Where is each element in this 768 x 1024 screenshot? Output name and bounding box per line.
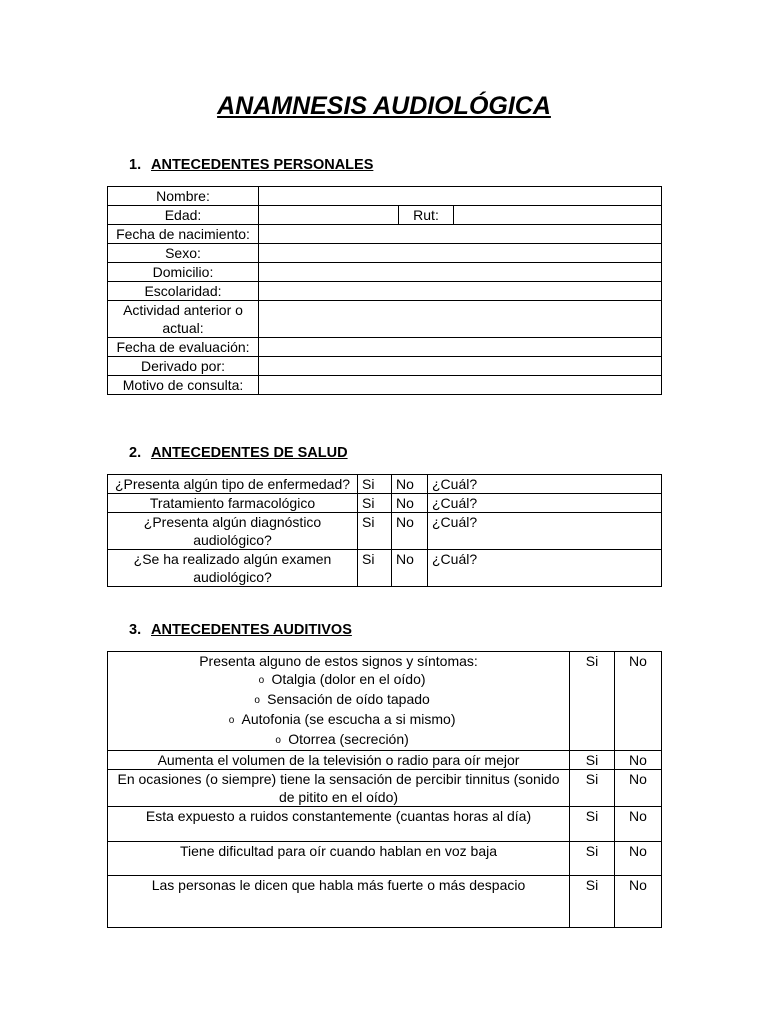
no-option[interactable]: No <box>392 550 428 587</box>
si-option[interactable]: Si <box>358 475 392 494</box>
personal-data-table <box>107 186 662 395</box>
input-derivado[interactable] <box>259 357 662 376</box>
hearing-history-table <box>107 651 662 928</box>
si-option[interactable]: Si <box>570 652 615 751</box>
health-question: ¿Presenta algún tipo de enfermedad? <box>108 475 358 494</box>
bullet-icon: o <box>228 715 235 726</box>
hearing-row <box>108 807 662 842</box>
row-fecha-evaluacion <box>108 338 662 357</box>
symptoms-row <box>108 652 662 751</box>
input-sexo[interactable] <box>259 244 662 263</box>
section-2-label: ANTECEDENTES DE SALUD <box>151 445 348 461</box>
health-row <box>108 550 662 587</box>
hearing-question: Aumenta el volumen de la televisión o radio para oír mejor <box>108 751 570 770</box>
health-question: ¿Presenta algún diagnóstico audiológico? <box>108 513 358 550</box>
health-row <box>108 494 662 513</box>
input-rut[interactable] <box>454 206 662 225</box>
section-3-number: 3. <box>129 622 142 638</box>
symptoms-cell <box>108 652 570 751</box>
label-edad: Edad: <box>108 206 259 225</box>
symptom-item <box>112 730 565 750</box>
symptoms-list <box>112 670 565 750</box>
row-motivo <box>108 376 662 395</box>
health-row <box>108 513 662 550</box>
hearing-question: Las personas le dicen que habla más fuerte o más despacio <box>108 876 570 928</box>
label-motivo: Motivo de consulta: <box>108 376 259 395</box>
input-escolaridad[interactable] <box>259 282 662 301</box>
si-option[interactable]: Si <box>358 494 392 513</box>
input-actividad[interactable] <box>259 301 662 338</box>
bullet-icon: o <box>254 695 260 706</box>
si-option[interactable]: Si <box>358 513 392 550</box>
bullet-icon: o <box>258 675 265 686</box>
row-derivado <box>108 357 662 376</box>
section-2-number: 2. <box>129 445 142 461</box>
section-2-heading <box>129 445 348 461</box>
si-option[interactable]: Si <box>570 876 615 928</box>
input-domicilio[interactable] <box>259 263 662 282</box>
section-1-label: ANTECEDENTES PERSONALES <box>151 157 374 173</box>
si-option[interactable]: Si <box>570 807 615 842</box>
symptoms-intro: Presenta alguno de estos signos y síntomas: <box>199 653 478 669</box>
label-nombre: Nombre: <box>108 187 259 206</box>
health-row <box>108 475 662 494</box>
row-domicilio <box>108 263 662 282</box>
label-escolaridad: Escolaridad: <box>108 282 259 301</box>
input-edad[interactable] <box>259 206 399 225</box>
cual-field[interactable]: ¿Cuál? <box>428 550 662 587</box>
label-domicilio: Domicilio: <box>108 263 259 282</box>
no-option[interactable]: No <box>615 876 662 928</box>
row-fecha-nacimiento <box>108 225 662 244</box>
document-title: ANAMNESIS AUDIOLÓGICA <box>217 92 551 120</box>
label-fecha-evaluacion: Fecha de evaluación: <box>108 338 259 357</box>
hearing-row <box>108 751 662 770</box>
hearing-question: Tiene dificultad para oír cuando hablan en voz baja <box>108 842 570 876</box>
symptom-text: Sensación de oído tapado <box>267 691 430 707</box>
symptom-text: Otorrea (secreción) <box>288 731 409 747</box>
no-option[interactable]: No <box>615 807 662 842</box>
symptom-item <box>112 670 565 690</box>
no-option[interactable]: No <box>392 513 428 550</box>
health-history-table <box>107 474 662 587</box>
input-nombre[interactable] <box>259 187 662 206</box>
si-option[interactable]: Si <box>358 550 392 587</box>
cual-field[interactable]: ¿Cuál? <box>428 475 662 494</box>
symptom-text: Otalgia (dolor en el oído) <box>271 671 426 687</box>
hearing-row <box>108 842 662 876</box>
row-sexo <box>108 244 662 263</box>
hearing-row <box>108 876 662 928</box>
no-option[interactable]: No <box>615 770 662 807</box>
input-fecha-evaluacion[interactable] <box>259 338 662 357</box>
label-rut: Rut: <box>399 206 454 225</box>
section-3-heading <box>129 622 352 638</box>
si-option[interactable]: Si <box>570 770 615 807</box>
no-option[interactable]: No <box>392 494 428 513</box>
input-motivo[interactable] <box>259 376 662 395</box>
symptom-text: Autofonia (se escucha a si mismo) <box>241 711 456 727</box>
section-1-heading <box>129 157 373 173</box>
label-actividad: Actividad anterior o actual: <box>108 301 259 338</box>
row-escolaridad <box>108 282 662 301</box>
label-derivado: Derivado por: <box>108 357 259 376</box>
symptom-item <box>112 710 565 730</box>
cual-field[interactable]: ¿Cuál? <box>428 494 662 513</box>
section-1-number: 1. <box>129 157 142 173</box>
row-nombre <box>108 187 662 206</box>
no-option[interactable]: No <box>392 475 428 494</box>
no-option[interactable]: No <box>615 751 662 770</box>
si-option[interactable]: Si <box>570 751 615 770</box>
bullet-icon: o <box>275 735 281 746</box>
label-fecha-nacimiento: Fecha de nacimiento: <box>108 225 259 244</box>
section-3-label: ANTECEDENTES AUDITIVOS <box>151 622 352 638</box>
health-question: ¿Se ha realizado algún examen audiológico? <box>108 550 358 587</box>
row-edad <box>108 206 662 225</box>
health-question: Tratamiento farmacológico <box>108 494 358 513</box>
no-option[interactable]: No <box>615 652 662 751</box>
symptom-item <box>112 690 565 710</box>
cual-field[interactable]: ¿Cuál? <box>428 513 662 550</box>
hearing-question: En ocasiones (o siempre) tiene la sensación de percibir tinnitus (sonido de pitito en el oído) <box>108 770 570 807</box>
hearing-row <box>108 770 662 807</box>
no-option[interactable]: No <box>615 842 662 876</box>
input-fecha-nacimiento[interactable] <box>259 225 662 244</box>
si-option[interactable]: Si <box>570 842 615 876</box>
label-sexo: Sexo: <box>108 244 259 263</box>
row-actividad <box>108 301 662 338</box>
hearing-question: Esta expuesto a ruidos constantemente (cuantas horas al día) <box>108 807 570 842</box>
